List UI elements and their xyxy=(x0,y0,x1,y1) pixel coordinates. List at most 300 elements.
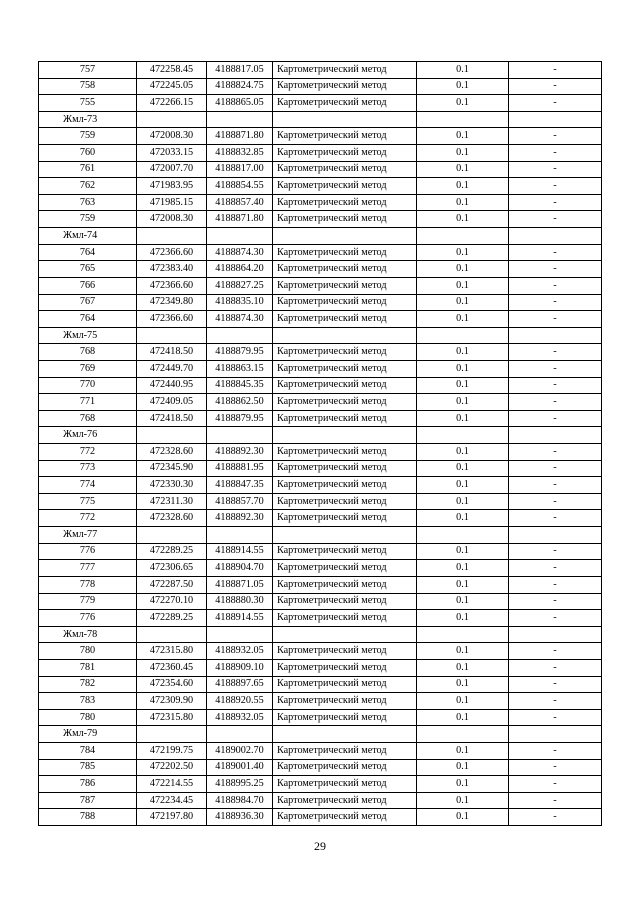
method-cell: Картометрический метод xyxy=(273,560,417,577)
empty-cell xyxy=(509,228,602,245)
empty-cell xyxy=(509,427,602,444)
accuracy-cell: 0.1 xyxy=(417,161,509,178)
method-cell: Картометрический метод xyxy=(273,659,417,676)
empty-cell xyxy=(273,228,417,245)
accuracy-cell: 0.1 xyxy=(417,576,509,593)
coord-x: 472383.40 xyxy=(137,261,207,278)
point-number: 785 xyxy=(39,759,137,776)
coord-y: 4188857.70 xyxy=(207,493,273,510)
table-row xyxy=(39,211,602,228)
point-number: 764 xyxy=(39,311,137,328)
coord-x: 472328.60 xyxy=(137,444,207,461)
point-number: 757 xyxy=(39,62,137,79)
accuracy-cell: 0.1 xyxy=(417,676,509,693)
coord-x: 472328.60 xyxy=(137,510,207,527)
coord-x: 472007.70 xyxy=(137,161,207,178)
dash-cell: - xyxy=(509,360,602,377)
accuracy-cell: 0.1 xyxy=(417,62,509,79)
coord-y: 4188871.80 xyxy=(207,128,273,145)
empty-cell xyxy=(509,327,602,344)
coord-y: 4188847.35 xyxy=(207,477,273,494)
point-number: 776 xyxy=(39,610,137,627)
point-number: 768 xyxy=(39,410,137,427)
empty-cell xyxy=(273,726,417,743)
accuracy-cell: 0.1 xyxy=(417,709,509,726)
group-label: Жмл-78 xyxy=(39,626,137,643)
accuracy-cell: 0.1 xyxy=(417,211,509,228)
coord-y: 4188832.85 xyxy=(207,145,273,162)
dash-cell: - xyxy=(509,178,602,195)
coord-y: 4188914.55 xyxy=(207,610,273,627)
coord-x: 472289.25 xyxy=(137,543,207,560)
empty-cell xyxy=(417,726,509,743)
accuracy-cell: 0.1 xyxy=(417,742,509,759)
dash-cell: - xyxy=(509,261,602,278)
table-row xyxy=(39,676,602,693)
dash-cell: - xyxy=(509,444,602,461)
coord-y: 4189001.40 xyxy=(207,759,273,776)
dash-cell: - xyxy=(509,244,602,261)
accuracy-cell: 0.1 xyxy=(417,560,509,577)
coord-x: 472449.70 xyxy=(137,360,207,377)
accuracy-cell: 0.1 xyxy=(417,78,509,95)
point-number: 772 xyxy=(39,444,137,461)
empty-cell xyxy=(137,527,207,544)
accuracy-cell: 0.1 xyxy=(417,277,509,294)
dash-cell: - xyxy=(509,576,602,593)
accuracy-cell: 0.1 xyxy=(417,444,509,461)
empty-cell xyxy=(207,626,273,643)
table-row xyxy=(39,643,602,660)
coord-y: 4188854.55 xyxy=(207,178,273,195)
point-number: 758 xyxy=(39,78,137,95)
method-cell: Картометрический метод xyxy=(273,676,417,693)
table-row xyxy=(39,145,602,162)
accuracy-cell: 0.1 xyxy=(417,809,509,826)
empty-cell xyxy=(137,626,207,643)
dash-cell: - xyxy=(509,759,602,776)
point-number: 788 xyxy=(39,809,137,826)
table-row xyxy=(39,610,602,627)
method-cell: Картометрический метод xyxy=(273,194,417,211)
method-cell: Картометрический метод xyxy=(273,510,417,527)
coord-y: 4188984.70 xyxy=(207,792,273,809)
table-row xyxy=(39,244,602,261)
coord-x: 472199.75 xyxy=(137,742,207,759)
point-number: 780 xyxy=(39,643,137,660)
point-number: 770 xyxy=(39,377,137,394)
table-row xyxy=(39,277,602,294)
table-row xyxy=(39,792,602,809)
empty-cell xyxy=(509,111,602,128)
coord-x: 472008.30 xyxy=(137,211,207,228)
coord-y: 4188871.05 xyxy=(207,576,273,593)
coord-y: 4188880.30 xyxy=(207,593,273,610)
empty-cell xyxy=(273,626,417,643)
coord-x: 472197.80 xyxy=(137,809,207,826)
empty-cell xyxy=(137,726,207,743)
coord-y: 4188904.70 xyxy=(207,560,273,577)
empty-cell xyxy=(273,327,417,344)
accuracy-cell: 0.1 xyxy=(417,377,509,394)
table-row xyxy=(39,178,602,195)
dash-cell: - xyxy=(509,95,602,112)
coordinates-table xyxy=(38,61,602,826)
dash-cell: - xyxy=(509,610,602,627)
coord-y: 4188932.05 xyxy=(207,643,273,660)
method-cell: Картометрический метод xyxy=(273,460,417,477)
method-cell: Картометрический метод xyxy=(273,444,417,461)
accuracy-cell: 0.1 xyxy=(417,659,509,676)
empty-cell xyxy=(417,527,509,544)
coord-y: 4188827.25 xyxy=(207,277,273,294)
table-body xyxy=(39,62,602,826)
method-cell: Картометрический метод xyxy=(273,128,417,145)
dash-cell: - xyxy=(509,344,602,361)
point-number: 782 xyxy=(39,676,137,693)
table-row xyxy=(39,776,602,793)
empty-cell xyxy=(137,228,207,245)
coord-x: 472214.55 xyxy=(137,776,207,793)
method-cell: Картометрический метод xyxy=(273,244,417,261)
coord-x: 472202.50 xyxy=(137,759,207,776)
point-number: 772 xyxy=(39,510,137,527)
coord-x: 472306.65 xyxy=(137,560,207,577)
coord-x: 472311.30 xyxy=(137,493,207,510)
dash-cell: - xyxy=(509,394,602,411)
dash-cell: - xyxy=(509,78,602,95)
table-row xyxy=(39,493,602,510)
method-cell: Картометрический метод xyxy=(273,360,417,377)
coord-x: 472287.50 xyxy=(137,576,207,593)
dash-cell: - xyxy=(509,194,602,211)
accuracy-cell: 0.1 xyxy=(417,194,509,211)
coord-x: 472270.10 xyxy=(137,593,207,610)
method-cell: Картометрический метод xyxy=(273,776,417,793)
accuracy-cell: 0.1 xyxy=(417,693,509,710)
point-number: 765 xyxy=(39,261,137,278)
dash-cell: - xyxy=(509,510,602,527)
method-cell: Картометрический метод xyxy=(273,161,417,178)
dash-cell: - xyxy=(509,294,602,311)
accuracy-cell: 0.1 xyxy=(417,593,509,610)
coord-y: 4188879.95 xyxy=(207,410,273,427)
dash-cell: - xyxy=(509,477,602,494)
accuracy-cell: 0.1 xyxy=(417,311,509,328)
coord-x: 472366.60 xyxy=(137,244,207,261)
point-number: 774 xyxy=(39,477,137,494)
group-header-row xyxy=(39,228,602,245)
coord-y: 4188892.30 xyxy=(207,444,273,461)
dash-cell: - xyxy=(509,493,602,510)
method-cell: Картометрический метод xyxy=(273,543,417,560)
table-row xyxy=(39,95,602,112)
table-row xyxy=(39,709,602,726)
accuracy-cell: 0.1 xyxy=(417,610,509,627)
method-cell: Картометрический метод xyxy=(273,277,417,294)
method-cell: Картометрический метод xyxy=(273,311,417,328)
table-row xyxy=(39,543,602,560)
point-number: 784 xyxy=(39,742,137,759)
coord-y: 4189002.70 xyxy=(207,742,273,759)
point-number: 759 xyxy=(39,211,137,228)
point-number: 781 xyxy=(39,659,137,676)
point-number: 786 xyxy=(39,776,137,793)
dash-cell: - xyxy=(509,62,602,79)
coord-y: 4188909.10 xyxy=(207,659,273,676)
point-number: 775 xyxy=(39,493,137,510)
method-cell: Картометрический метод xyxy=(273,593,417,610)
group-label: Жмл-76 xyxy=(39,427,137,444)
empty-cell xyxy=(509,527,602,544)
dash-cell: - xyxy=(509,693,602,710)
dash-cell: - xyxy=(509,792,602,809)
method-cell: Картометрический метод xyxy=(273,576,417,593)
coordinates-table-container xyxy=(38,61,601,826)
empty-cell xyxy=(137,427,207,444)
point-number: 768 xyxy=(39,344,137,361)
accuracy-cell: 0.1 xyxy=(417,360,509,377)
dash-cell: - xyxy=(509,643,602,660)
table-row xyxy=(39,759,602,776)
group-label: Жмл-79 xyxy=(39,726,137,743)
table-row xyxy=(39,460,602,477)
accuracy-cell: 0.1 xyxy=(417,776,509,793)
coord-x: 471985.15 xyxy=(137,194,207,211)
method-cell: Картометрический метод xyxy=(273,477,417,494)
group-label: Жмл-73 xyxy=(39,111,137,128)
table-row xyxy=(39,78,602,95)
empty-cell xyxy=(417,228,509,245)
accuracy-cell: 0.1 xyxy=(417,95,509,112)
table-row xyxy=(39,510,602,527)
empty-cell xyxy=(207,527,273,544)
coord-x: 472315.80 xyxy=(137,643,207,660)
point-number: 773 xyxy=(39,460,137,477)
point-number: 755 xyxy=(39,95,137,112)
accuracy-cell: 0.1 xyxy=(417,759,509,776)
dash-cell: - xyxy=(509,593,602,610)
group-label: Жмл-75 xyxy=(39,327,137,344)
accuracy-cell: 0.1 xyxy=(417,145,509,162)
coord-x: 472354.60 xyxy=(137,676,207,693)
coord-x: 472366.60 xyxy=(137,311,207,328)
coord-y: 4188817.00 xyxy=(207,161,273,178)
dash-cell: - xyxy=(509,742,602,759)
group-label: Жмл-74 xyxy=(39,228,137,245)
accuracy-cell: 0.1 xyxy=(417,510,509,527)
point-number: 777 xyxy=(39,560,137,577)
accuracy-cell: 0.1 xyxy=(417,460,509,477)
point-number: 783 xyxy=(39,693,137,710)
accuracy-cell: 0.1 xyxy=(417,493,509,510)
method-cell: Картометрический метод xyxy=(273,294,417,311)
method-cell: Картометрический метод xyxy=(273,145,417,162)
coord-x: 471983.95 xyxy=(137,178,207,195)
coord-y: 4188920.55 xyxy=(207,693,273,710)
method-cell: Картометрический метод xyxy=(273,410,417,427)
coord-y: 4188835.10 xyxy=(207,294,273,311)
coord-x: 472366.60 xyxy=(137,277,207,294)
coord-x: 472360.45 xyxy=(137,659,207,676)
coord-y: 4188864.20 xyxy=(207,261,273,278)
accuracy-cell: 0.1 xyxy=(417,394,509,411)
empty-cell xyxy=(417,427,509,444)
accuracy-cell: 0.1 xyxy=(417,244,509,261)
coord-x: 472266.15 xyxy=(137,95,207,112)
accuracy-cell: 0.1 xyxy=(417,643,509,660)
point-number: 776 xyxy=(39,543,137,560)
dash-cell: - xyxy=(509,145,602,162)
point-number: 759 xyxy=(39,128,137,145)
point-number: 767 xyxy=(39,294,137,311)
coord-x: 472033.15 xyxy=(137,145,207,162)
method-cell: Картометрический метод xyxy=(273,493,417,510)
coord-y: 4188857.40 xyxy=(207,194,273,211)
table-row xyxy=(39,161,602,178)
point-number: 766 xyxy=(39,277,137,294)
table-row xyxy=(39,809,602,826)
method-cell: Картометрический метод xyxy=(273,759,417,776)
method-cell: Картометрический метод xyxy=(273,178,417,195)
point-number: 769 xyxy=(39,360,137,377)
method-cell: Картометрический метод xyxy=(273,742,417,759)
method-cell: Картометрический метод xyxy=(273,78,417,95)
table-row xyxy=(39,194,602,211)
dash-cell: - xyxy=(509,410,602,427)
empty-cell xyxy=(417,327,509,344)
empty-cell xyxy=(417,626,509,643)
empty-cell xyxy=(207,228,273,245)
coord-x: 472245.05 xyxy=(137,78,207,95)
coord-x: 472440.95 xyxy=(137,377,207,394)
group-label: Жмл-77 xyxy=(39,527,137,544)
coord-y: 4188936.30 xyxy=(207,809,273,826)
page-number: 29 xyxy=(314,839,326,853)
dash-cell: - xyxy=(509,560,602,577)
dash-cell: - xyxy=(509,128,602,145)
dash-cell: - xyxy=(509,659,602,676)
accuracy-cell: 0.1 xyxy=(417,294,509,311)
table-row xyxy=(39,659,602,676)
point-number: 779 xyxy=(39,593,137,610)
coord-x: 472309.90 xyxy=(137,693,207,710)
method-cell: Картометрический метод xyxy=(273,643,417,660)
table-row xyxy=(39,62,602,79)
coord-x: 472289.25 xyxy=(137,610,207,627)
accuracy-cell: 0.1 xyxy=(417,178,509,195)
dash-cell: - xyxy=(509,776,602,793)
group-header-row xyxy=(39,626,602,643)
coord-y: 4188932.05 xyxy=(207,709,273,726)
empty-cell xyxy=(273,427,417,444)
coord-y: 4188881.95 xyxy=(207,460,273,477)
empty-cell xyxy=(509,726,602,743)
method-cell: Картометрический метод xyxy=(273,62,417,79)
point-number: 787 xyxy=(39,792,137,809)
coord-y: 4188824.75 xyxy=(207,78,273,95)
coord-x: 472418.50 xyxy=(137,344,207,361)
coord-y: 4188817.05 xyxy=(207,62,273,79)
coord-x: 472418.50 xyxy=(137,410,207,427)
empty-cell xyxy=(207,726,273,743)
dash-cell: - xyxy=(509,377,602,394)
method-cell: Картометрический метод xyxy=(273,211,417,228)
group-header-row xyxy=(39,527,602,544)
coord-y: 4188897.65 xyxy=(207,676,273,693)
method-cell: Картометрический метод xyxy=(273,394,417,411)
empty-cell xyxy=(137,327,207,344)
coord-x: 472315.80 xyxy=(137,709,207,726)
table-row xyxy=(39,128,602,145)
group-header-row xyxy=(39,111,602,128)
dash-cell: - xyxy=(509,460,602,477)
table-row xyxy=(39,410,602,427)
coord-x: 472234.45 xyxy=(137,792,207,809)
dash-cell: - xyxy=(509,809,602,826)
accuracy-cell: 0.1 xyxy=(417,543,509,560)
accuracy-cell: 0.1 xyxy=(417,344,509,361)
group-header-row xyxy=(39,327,602,344)
coord-y: 4188874.30 xyxy=(207,244,273,261)
table-row xyxy=(39,742,602,759)
accuracy-cell: 0.1 xyxy=(417,410,509,427)
empty-cell xyxy=(207,111,273,128)
empty-cell xyxy=(207,427,273,444)
table-row xyxy=(39,377,602,394)
coord-y: 4188871.80 xyxy=(207,211,273,228)
coord-x: 472258.45 xyxy=(137,62,207,79)
table-row xyxy=(39,311,602,328)
empty-cell xyxy=(207,327,273,344)
dash-cell: - xyxy=(509,277,602,294)
dash-cell: - xyxy=(509,311,602,328)
method-cell: Картометрический метод xyxy=(273,693,417,710)
dash-cell: - xyxy=(509,161,602,178)
coord-y: 4188865.05 xyxy=(207,95,273,112)
coord-y: 4188995.25 xyxy=(207,776,273,793)
coord-x: 472330.30 xyxy=(137,477,207,494)
dash-cell: - xyxy=(509,709,602,726)
table-row xyxy=(39,444,602,461)
coord-y: 4188914.55 xyxy=(207,543,273,560)
dash-cell: - xyxy=(509,211,602,228)
coord-x: 472409.05 xyxy=(137,394,207,411)
coord-y: 4188863.15 xyxy=(207,360,273,377)
group-header-row xyxy=(39,427,602,444)
table-row xyxy=(39,261,602,278)
coord-y: 4188879.95 xyxy=(207,344,273,361)
coord-y: 4188845.35 xyxy=(207,377,273,394)
empty-cell xyxy=(273,111,417,128)
method-cell: Картометрический метод xyxy=(273,261,417,278)
accuracy-cell: 0.1 xyxy=(417,128,509,145)
method-cell: Картометрический метод xyxy=(273,809,417,826)
coord-x: 472349.80 xyxy=(137,294,207,311)
coord-y: 4188862.50 xyxy=(207,394,273,411)
dash-cell: - xyxy=(509,543,602,560)
method-cell: Картометрический метод xyxy=(273,709,417,726)
accuracy-cell: 0.1 xyxy=(417,477,509,494)
coord-x: 472008.30 xyxy=(137,128,207,145)
point-number: 780 xyxy=(39,709,137,726)
point-number: 760 xyxy=(39,145,137,162)
point-number: 778 xyxy=(39,576,137,593)
point-number: 762 xyxy=(39,178,137,195)
accuracy-cell: 0.1 xyxy=(417,261,509,278)
table-row xyxy=(39,560,602,577)
table-row xyxy=(39,394,602,411)
